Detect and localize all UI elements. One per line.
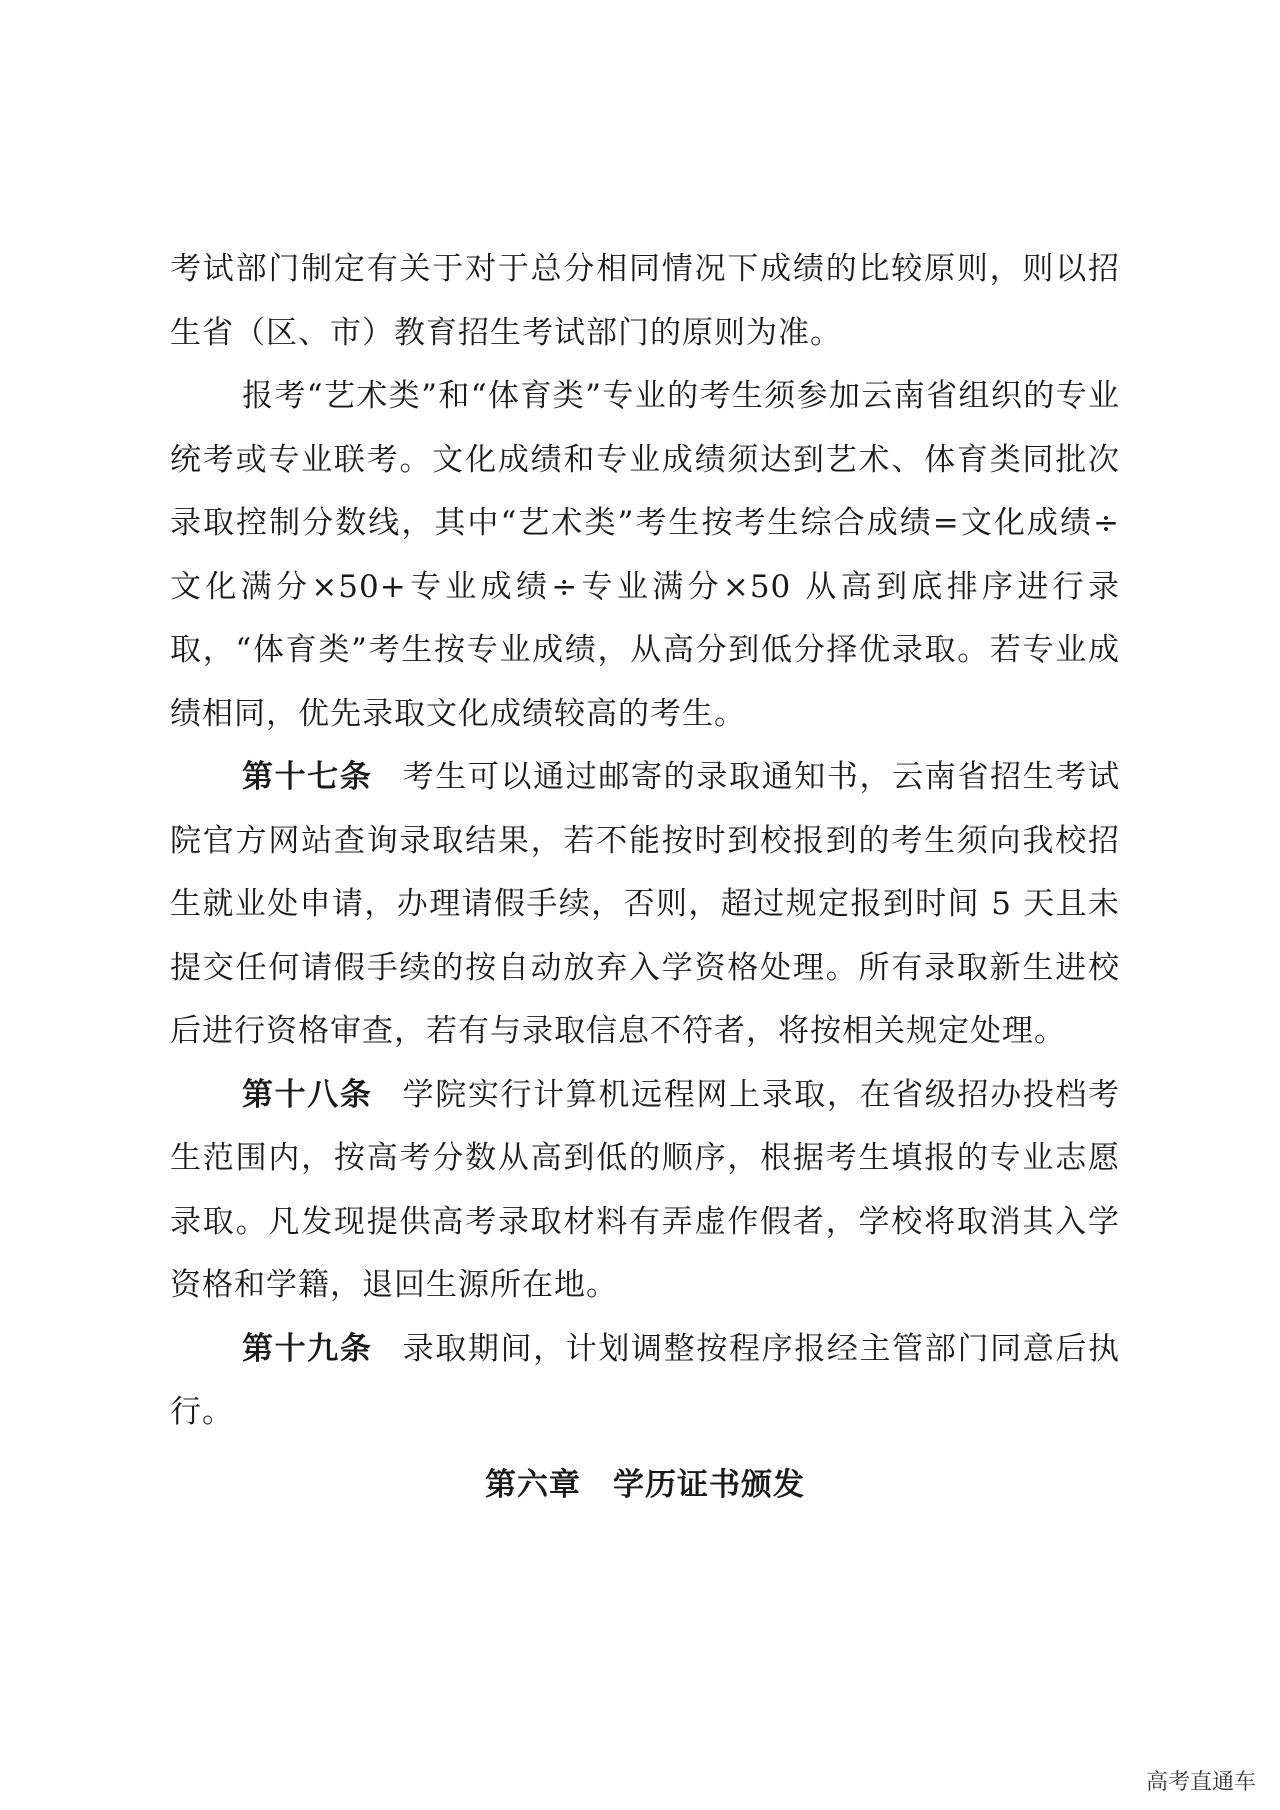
paragraph-text: 考试部门制定有关于对于总分相同情况下成绩的比较原则，则以招生省（区、市）教育招生考试部门的原则为准。	[170, 251, 1120, 351]
paragraph-text: 报考“艺术类”和“体育类”专业的考生须参加云南省组织的专业统考或专业联考。文化成绩和专业成绩须达到艺术、体育类同批次录取控制分数线，其中“艺术类”考生按考生综合成绩=文化成绩÷文化满分×50+专业成绩÷专业满分×50 从高到底排序进行录取，“体育类”考生按专业成绩，从高分到低分择优录取。若专业成绩相同，优先录取文化成绩较高的考生。	[170, 378, 1120, 732]
paragraph-text: 学院实行计算机远程网上录取，在省级招办投档考生范围内，按高考分数从高到低的顺序，根据考生填报的专业志愿录取。凡发现提供高考录取材料有弄虚作假者，学校将取消其入学资格和学籍，退回生源所在地。	[170, 1076, 1121, 1303]
article-19	[170, 1318, 1120, 1445]
article-18	[170, 1064, 1120, 1318]
paragraph-continuation	[170, 238, 1120, 365]
article-17	[170, 746, 1120, 1064]
article-label: 第十八条	[242, 1076, 373, 1113]
article-label: 第十七条	[242, 759, 373, 795]
paragraph-text: 录取期间，计划调整按程序报经主管部门同意后执行。	[170, 1330, 1121, 1430]
document-body	[170, 238, 1120, 1525]
article-label: 第十九条	[242, 1330, 373, 1367]
paragraph-text: 考生可以通过邮寄的录取通知书，云南省招生考试院官方网站查询录取结果，若不能按时到校报到的考生须向我校招生就业处申请，办理请假手续，否则，超过规定报到时间 5 天且未提交任何请假手续的按自动放弃入学资格处理。所有录取新生进校后进行资格审查，若有与录取信息不符者，将按相关规定处理。	[170, 759, 1121, 1049]
chapter-title: 第六章 学历证书颁发	[485, 1466, 805, 1503]
watermark-logo-text: 高考直通车	[1142, 1763, 1260, 1798]
paragraph-art-sports-admission	[170, 365, 1120, 746]
